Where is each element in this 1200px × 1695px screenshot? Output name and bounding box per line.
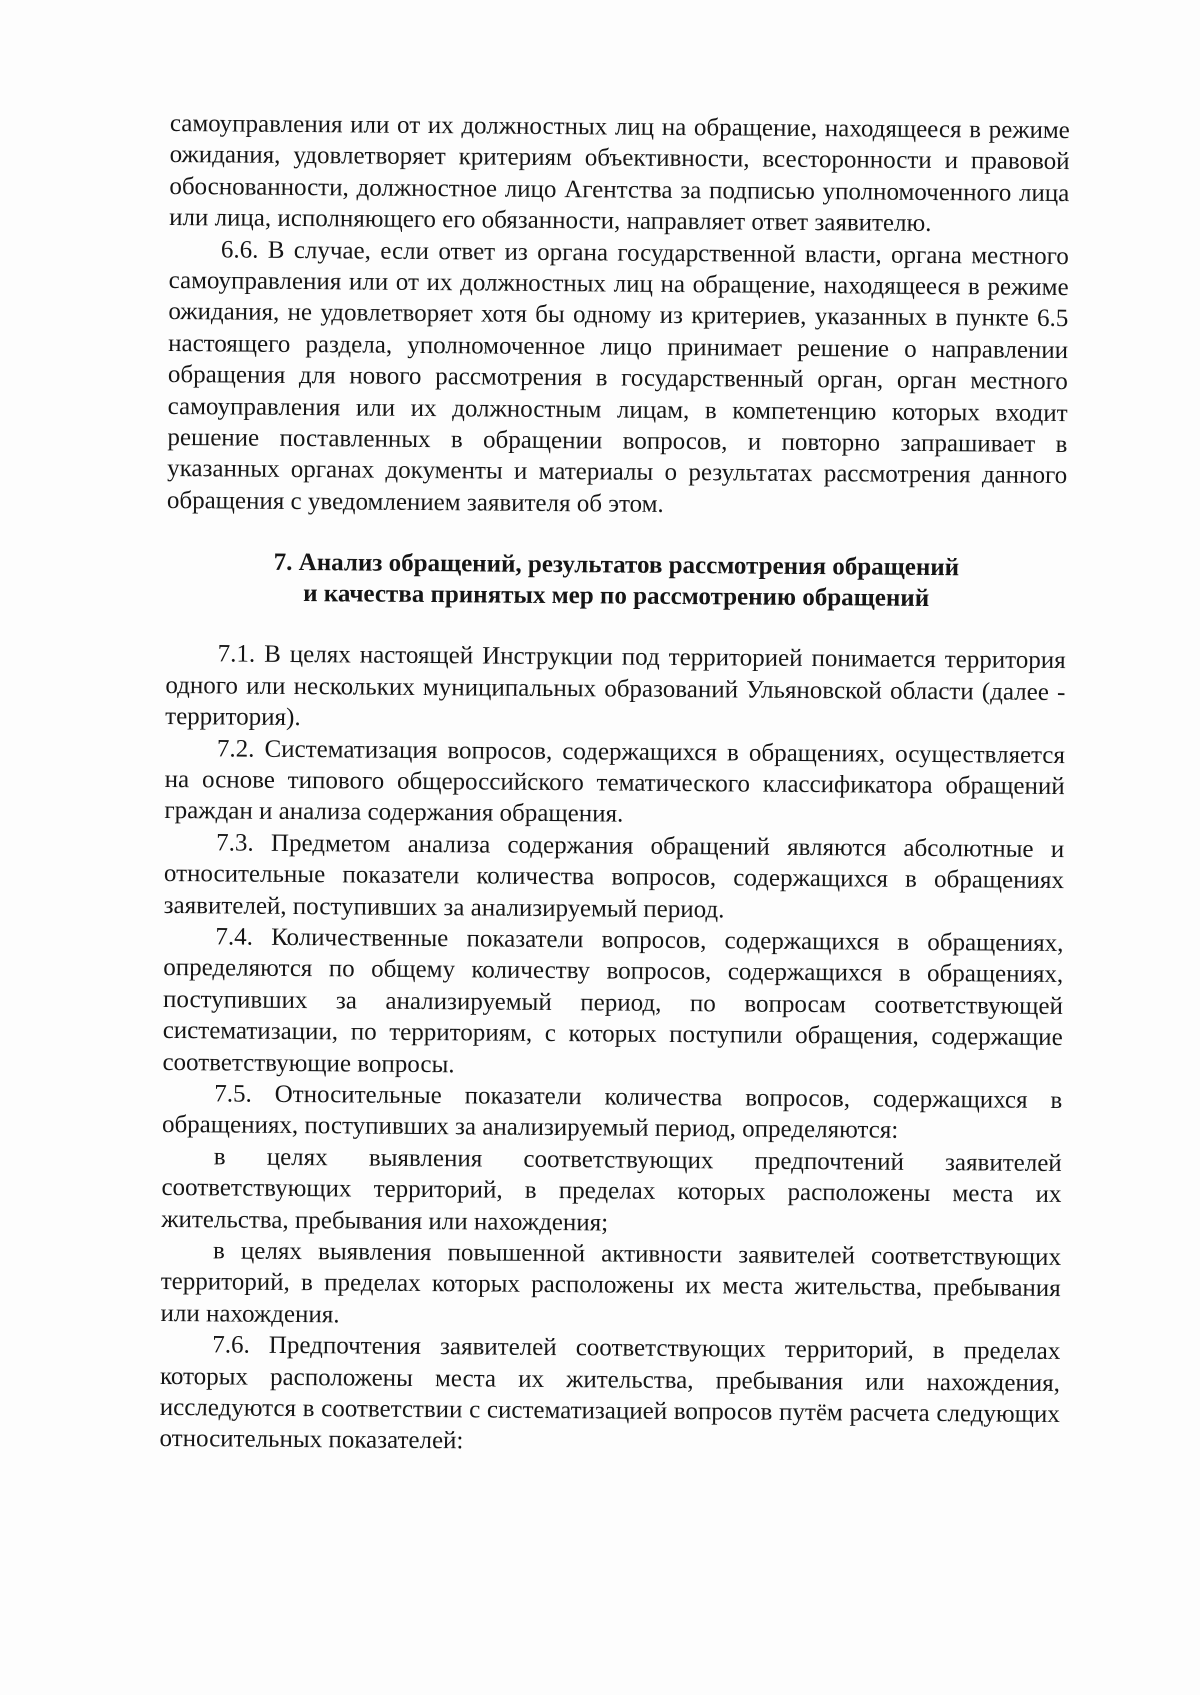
paragraph-7-6: 7.6. Предпочтения заявителей соответствующих территорий, в пределах которых расположены места их жительства, пребывания или нахождения, исследуются в соответствии с систематизацией вопросов путём расчета следующих относительных показателей: bbox=[159, 1331, 1061, 1455]
paragraph-7-5-a: в целях выявления соответствующих предпочтений заявителей соответствующих территорий, в пределах которых расположены места их жительства, пребывания или нахождения; bbox=[161, 1143, 1062, 1237]
paragraph-6-6: 6.6. В случае, если ответ из органа государственной власти, органа местного самоуправления или от их должностных лиц на обращение, находящееся в режиме ожидания, не удовлетворяет хотя бы одному из критериев, указанных в пункте 6.5 настоящего раздела, уполномоченное лицо принимает решение о направлении обращения для нового рассмотрения в государственный орган, орган местного самоуправления или их должностным лицам, в компетенцию которых входит решение поставленных в обращении вопросов, и повторно запрашивает в указанных органах документы и материалы о результатах рассмотрения данного обращения с уведомлением заявителя об этом. bbox=[166, 236, 1069, 518]
paragraph-7-5-b: в целях выявления повышенной активности заявителей соответствующих территорий, в пределах которых расположены их места жительства, пребывания или нахождения. bbox=[160, 1237, 1062, 1329]
section-7-heading bbox=[166, 546, 1066, 615]
section-7-heading-line2: и качества принятых мер по рассмотрению обращений bbox=[303, 580, 930, 613]
section-7-heading-line1: 7. Анализ обращений, результатов рассмотрения обращений bbox=[273, 549, 960, 582]
paragraph-7-5: 7.5. Относительные показатели количества вопросов, содержащихся в обращениях, поступивших за анализируемый период, определяются: bbox=[161, 1080, 1063, 1145]
paragraph-7-3: 7.3. Предметом анализа содержания обращений являются абсолютные и относительные показатели количества вопросов, содержащихся в обращениях заявителей, поступивших за анализируемый период. bbox=[163, 829, 1065, 923]
paragraph-continuation: самоуправления или от их должностных лиц на обращение, находящееся в режиме ожидания, удовлетворяет критериям объективности, всесторонности и правовой обоснованности, должностное лицо Агентства за подписью уполномоченного лица или лица, исполняющего его обязанности, направляет ответ заявителю. bbox=[169, 109, 1070, 238]
document-body bbox=[159, 108, 1070, 1462]
paragraph-7-4: 7.4. Количественные показатели вопросов, содержащихся в обращениях, определяются по общему количеству вопросов, содержащихся в обращениях, поступивших за анализируемый период, по вопросам соответствующей систематизации, по территориям, с которых поступили обращения, содержащие соответствующие вопросы. bbox=[162, 923, 1064, 1078]
paragraph-7-1: 7.1. В целях настоящей Инструкции под территорией понимается территория одного или нескольких муниципальных образований Ульяновской области (далее - территория). bbox=[165, 640, 1066, 732]
paragraph-7-2: 7.2. Систематизация вопросов, содержащихся в обращениях, осуществляется на основе типового общероссийского тематического классификатора обращений граждан и анализа содержания обращения. bbox=[164, 734, 1066, 828]
